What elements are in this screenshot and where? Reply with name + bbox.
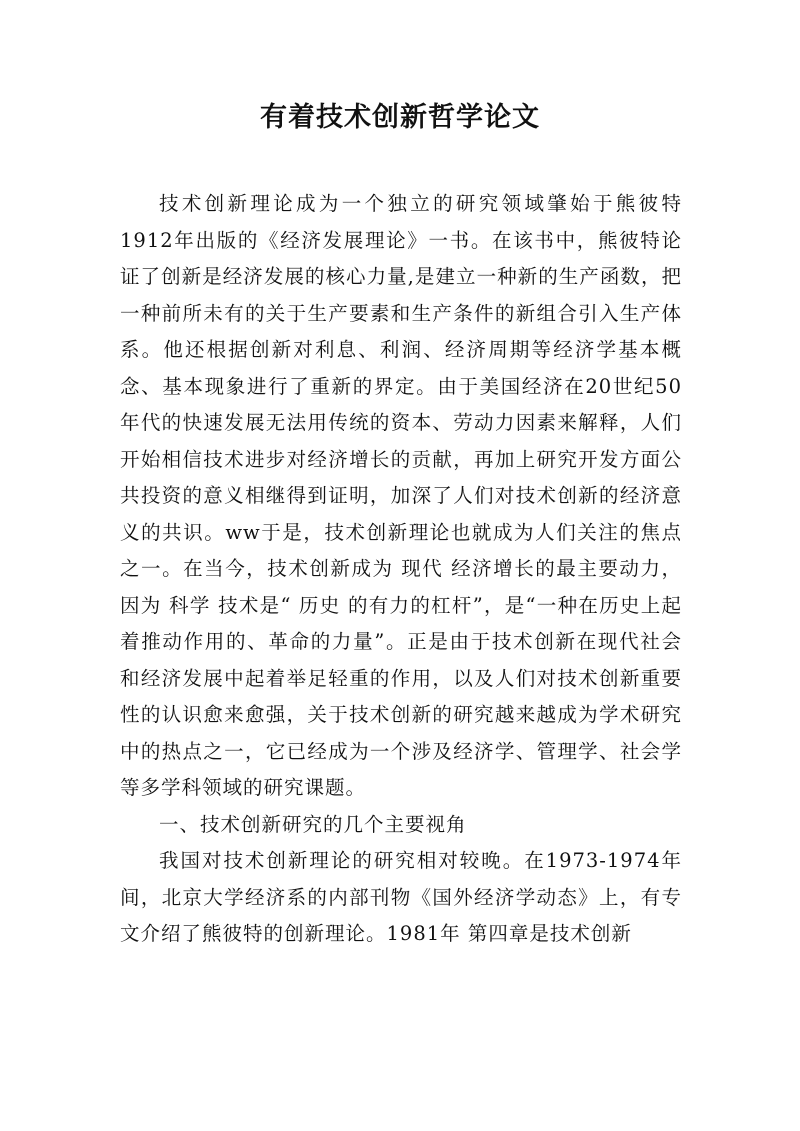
paragraph-research-history: 我国对技术创新理论的研究相对较晚。在1973-1974年间，北京大学经济系的内部刊物《国外经济学动态》上，有专文介绍了熊彼特的创新理论。1981年 第四章是技术创新 (120, 849, 682, 945)
document-title: 有着技术创新哲学论文 (260, 102, 540, 133)
paragraph-intro: 技术创新理论成为一个独立的研究领域肇始于熊彼特1912年出版的《经济发展理论》一书。在该书中，熊彼特论证了创新是经济发展的核心力量,是建立一种新的生产函数，把一种前所未有的关于生产要素和生产条件的新组合引入生产体系。他还根据创新对利息、利润、经济周期等经济学基本概念、基本现象进行了重新的界定。由于美国经济在20世纪50年代的快速发展无法用传统的资本、劳动力因素来解释，人们开始相信技术进步对经济增长的贡献，再加上研究开发方面公共投资的意义相继得到证明，加深了人们对技术创新的经济意义的共识。ww于是，技术创新理论也就成为人们关注的焦点之一。在当今，技术创新成为 现代 经济增长的最主要动力，因为 科学 技术是“ 历史 的有力的杠杆”，是“一种在历史上起着推动作用的、革命的力量”。正是由于技术创新在现代社会和经济发展中起着举足轻重的作用，以及人们对技术创新重要性的认识愈来愈强，关于技术创新的研究越来越成为学术研究中的热点之一，它已经成为一个涉及经济学、管理学、社会学等多学科领域的研究课题。 (120, 192, 682, 799)
document-body (120, 186, 682, 953)
section-heading: 一、技术创新研究的几个主要视角 (159, 812, 467, 836)
